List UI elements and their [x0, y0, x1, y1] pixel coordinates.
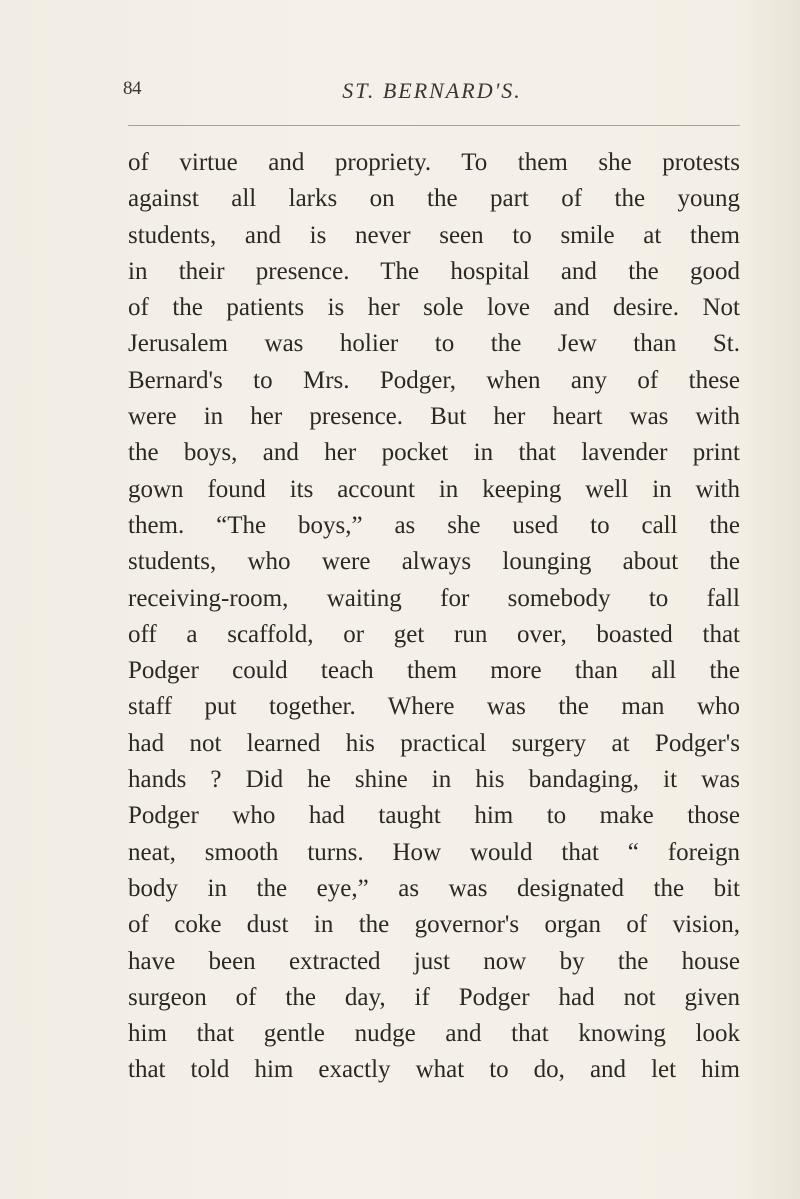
- body-text: [128, 145, 740, 1089]
- text-line: against all larks on the part of the young: [128, 185, 740, 213]
- text-line: him that gentle nudge and that knowing look: [128, 1020, 740, 1048]
- page-number: 84: [123, 78, 141, 99]
- text-line: off a scaffold, or get run over, boasted that: [128, 620, 740, 648]
- text-line: that told him exactly what to do, and let him: [128, 1056, 740, 1084]
- text-line: were in her presence. But her heart was with: [128, 403, 740, 431]
- text-line: neat, smooth turns. How would that “ foreign: [128, 838, 740, 866]
- text-line: Bernard's to Mrs. Podger, when any of these: [128, 366, 740, 394]
- text-line: Podger who had taught him to make those: [128, 802, 740, 830]
- text-line: had not learned his practical surgery at Podger's: [128, 729, 740, 757]
- running-title: ST. BERNARD'S.: [342, 78, 522, 103]
- text-line: of the patients is her sole love and desire. Not: [128, 294, 740, 322]
- text-line: Jerusalem was holier to the Jew than St.: [128, 330, 740, 358]
- text-line: have been extracted just now by the house: [128, 947, 740, 975]
- text-line: students, and is never seen to smile at them: [128, 221, 740, 249]
- text-line: of virtue and propriety. To them she protests: [128, 149, 740, 176]
- text-line: body in the eye,” as was designated the bit: [128, 874, 740, 902]
- text-line: students, who were always lounging about the: [128, 548, 740, 576]
- page-header: [123, 78, 741, 114]
- header-rule: [128, 125, 740, 126]
- text-line: hands ? Did he shine in his bandaging, it was: [128, 766, 740, 794]
- text-line: receiving-room, waiting for somebody to fall: [128, 584, 740, 612]
- text-line: gown found its account in keeping well in with: [128, 475, 740, 503]
- text-line: surgeon of the day, if Podger had not given: [128, 983, 740, 1011]
- text-line: the boys, and her pocket in that lavender print: [128, 439, 740, 467]
- text-line: of coke dust in the governor's organ of vision,: [128, 911, 740, 939]
- text-line: in their presence. The hospital and the good: [128, 257, 740, 285]
- text-line: Podger could teach them more than all the: [128, 657, 740, 685]
- text-line: them. “The boys,” as she used to call the: [128, 511, 740, 539]
- text-line: staff put together. Where was the man who: [128, 693, 740, 721]
